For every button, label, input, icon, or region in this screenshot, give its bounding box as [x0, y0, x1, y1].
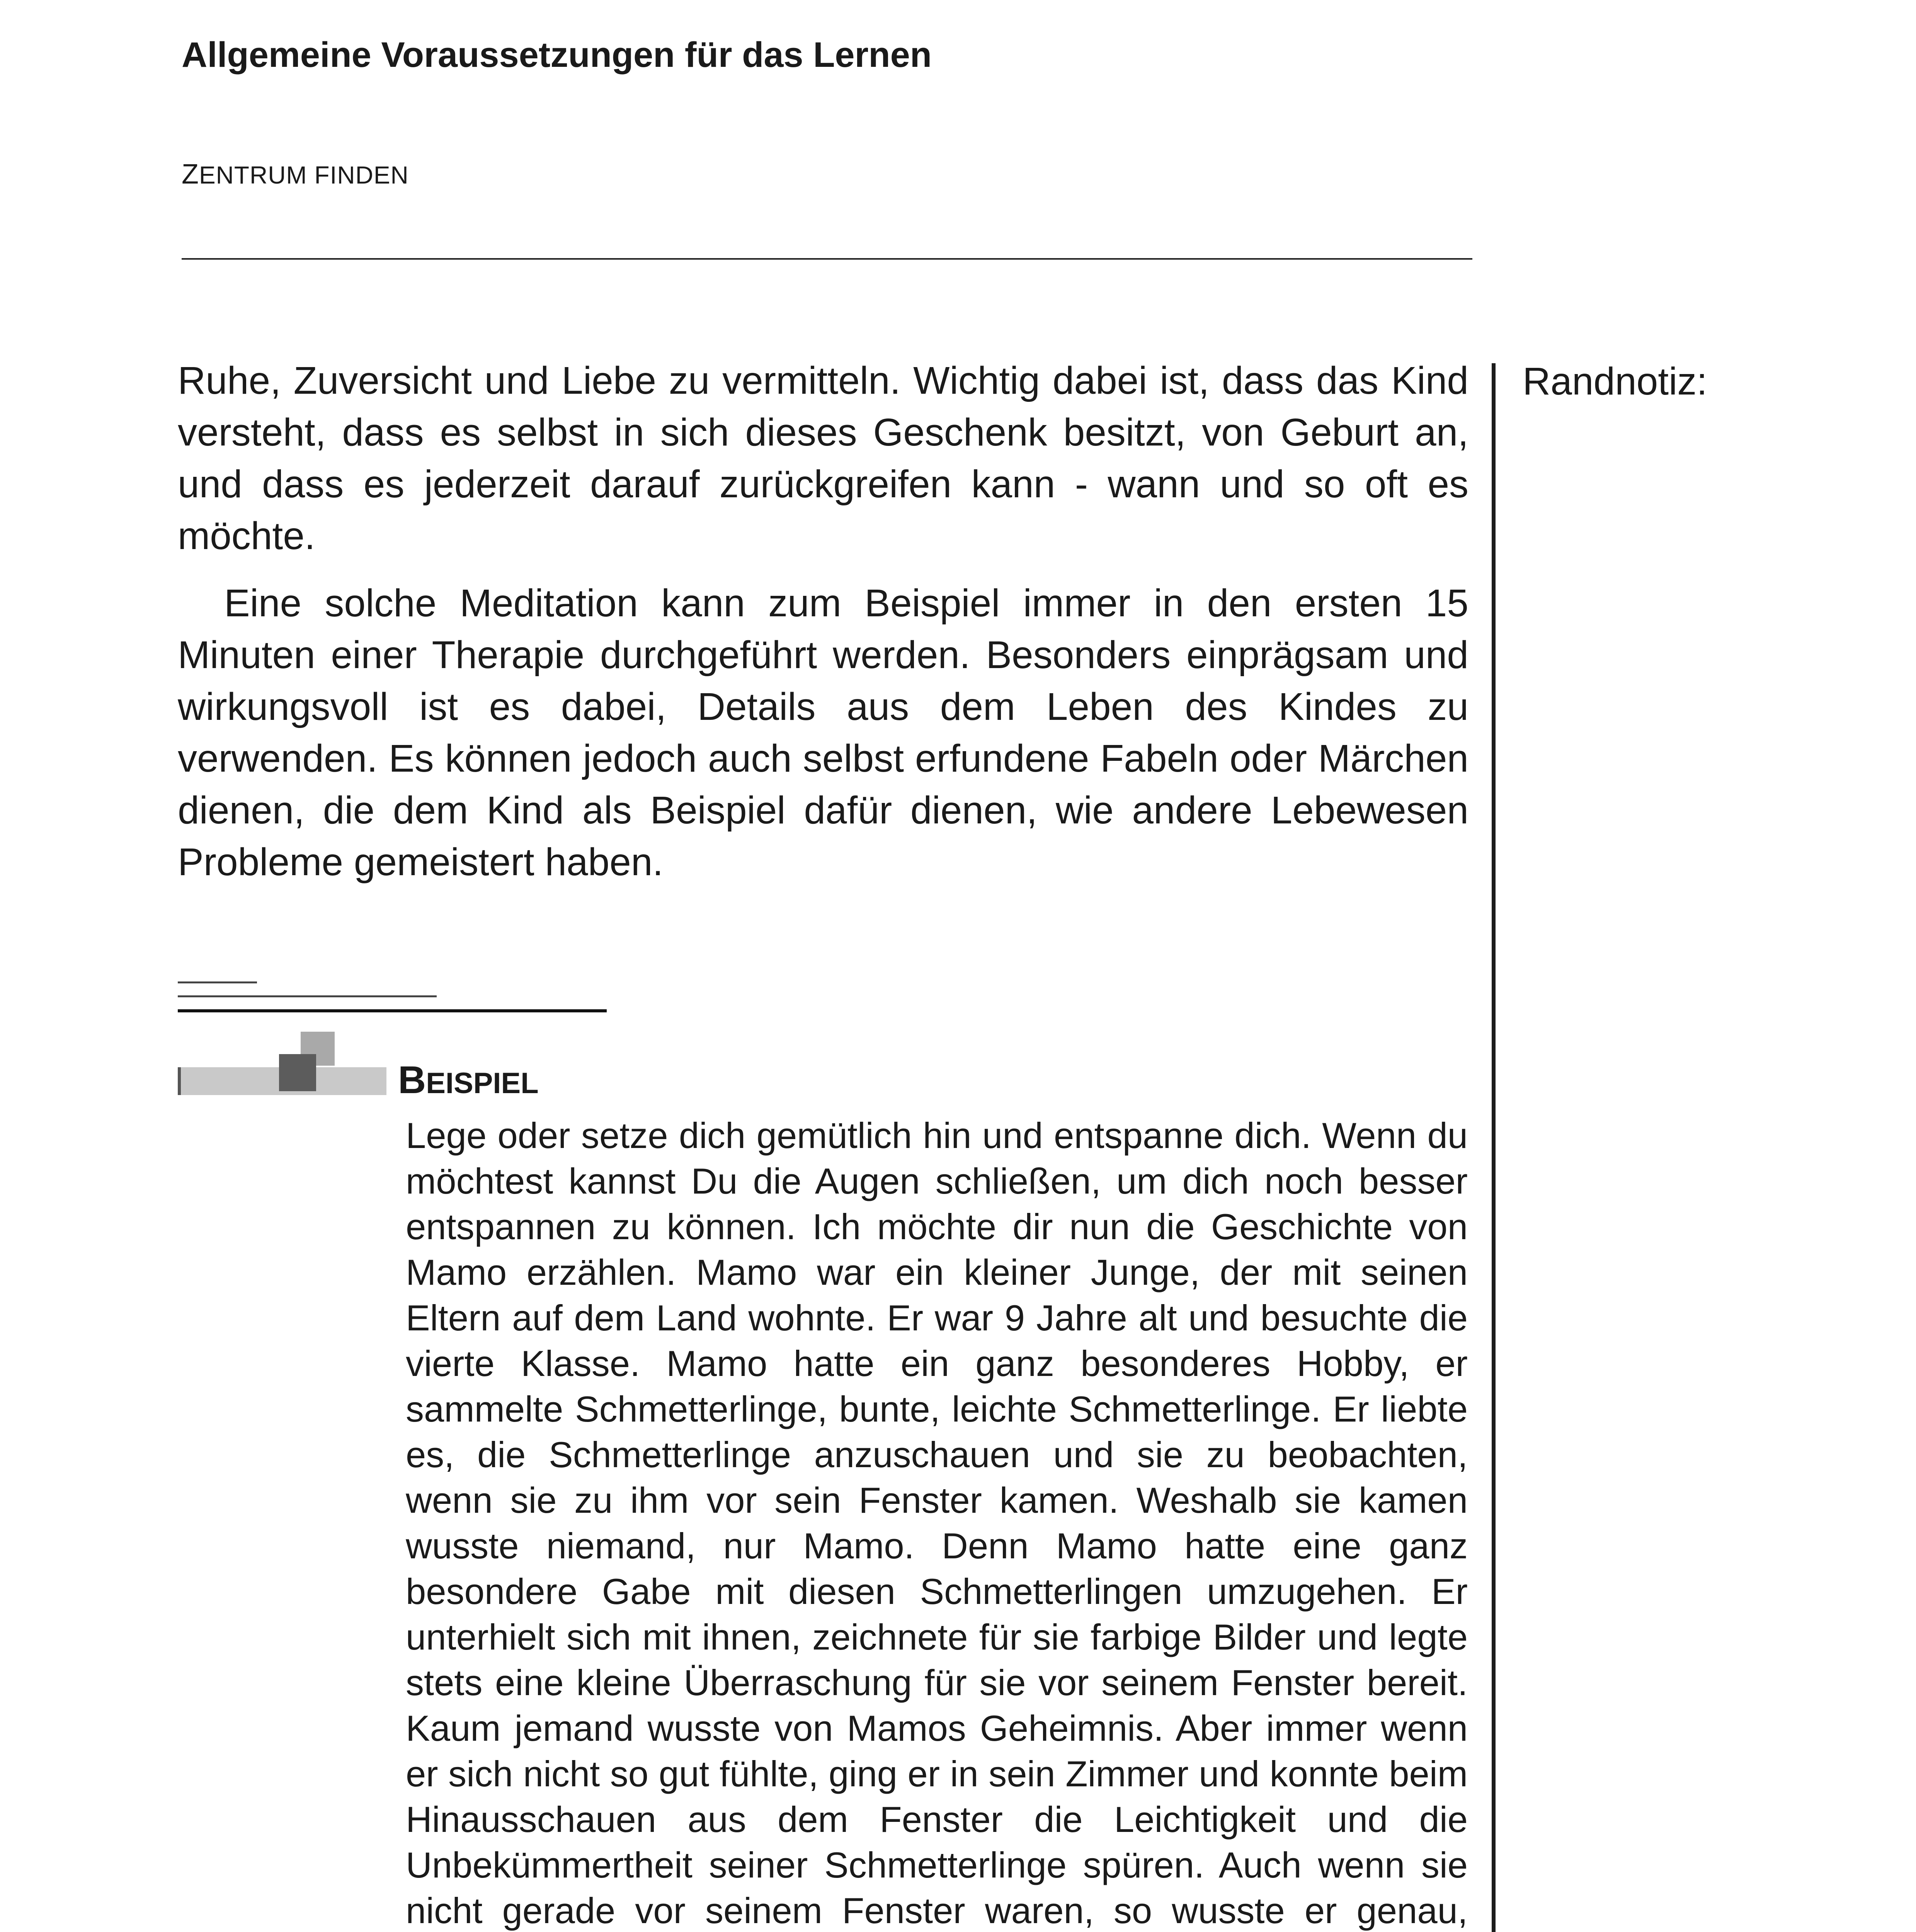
main-paragraph: Ruhe, Zuversicht und Liebe zu vermitteln. Wichtig dabei ist, dass das Kind versteht, dass es selbst in sich dieses Geschenk besitzt, von Geburt an, und dass es jederzeit darauf zurückgreifen kann - wann und so oft es möchte.: [178, 359, 1468, 558]
example-squares-icon: [178, 1032, 394, 1097]
example-heading: [398, 1058, 539, 1102]
main-paragraph: Eine solche Meditation kann zum Beispiel immer in den ersten 15 Minuten einer Therapie durchgeführt werden. Besonders einprägsam und wirkungsvoll ist es dabei, Details aus dem Leben des Kindes zu verwenden. Es können jedoch auch selbst erfundene Fabeln oder Märchen dienen, die dem Kind als Beispiel dafür dienen, wie andere Lebewesen Probleme gemeistert haben.: [178, 582, 1468, 884]
example-rule-short: [178, 981, 257, 983]
section-heading: [182, 158, 409, 190]
margin-note-label: Randnotiz:: [1523, 360, 1708, 403]
example-rule-long: [178, 1009, 607, 1012]
example-paragraph: Lege oder setze dich gemütlich hin und entspanne dich. Wenn du möchtest kannst Du die Augen schließen, um dich noch besser entspannen zu können. Ich möchte dir nun die Geschichte von Mamo erzählen. Mamo war ein kleiner Junge, der mit seinen Eltern auf dem Land wohnte. Er war 9 Jahre alt und besuchte die vierte Klasse. Mamo hatte ein ganz besonderes Hobby, er sammelte Schmetterlinge, bunte, leichte Schmetterlinge. Er liebte es, die Schmetterlinge anzuschauen und sie zu beobachten, wenn sie zu ihm vor sein Fenster kamen. Weshalb sie kamen wusste niemand, nur Mamo. Denn Mamo hatte eine ganz besondere Gabe mit diesen Schmetterlingen umzugehen. Er unterhielt sich mit ihnen, zeichnete für sie farbige Bilder und legte stets eine kleine Überraschung für sie vor seinem Fenster bereit. Kaum jemand wusste von Mamos Geheimnis. Aber immer wenn er sich nicht so gut fühlte, ging er in sein Zimmer und konnte beim Hinausschauen aus dem Fenster die Leichtigkeit und die Unbekümmertheit seiner Schmetterlinge spüren. Auch wenn sie nicht gerade vor seinem Fenster waren, so wusste er genau,: [406, 1115, 1468, 1931]
example-heading-initial: B: [398, 1058, 426, 1102]
example-rule-medium: [178, 995, 437, 997]
section-heading-rest: ENTRUM FINDEN: [199, 161, 409, 189]
section-heading-initial: Z: [182, 159, 199, 190]
example-text: [406, 1113, 1468, 1932]
main-text: [178, 355, 1468, 888]
example-heading-rest: EISPIEL: [426, 1067, 539, 1100]
page-header-title: Allgemeine Voraussetzungen für das Lernen: [182, 35, 932, 75]
margin-divider: [1492, 363, 1496, 1932]
header-divider: [182, 258, 1472, 260]
